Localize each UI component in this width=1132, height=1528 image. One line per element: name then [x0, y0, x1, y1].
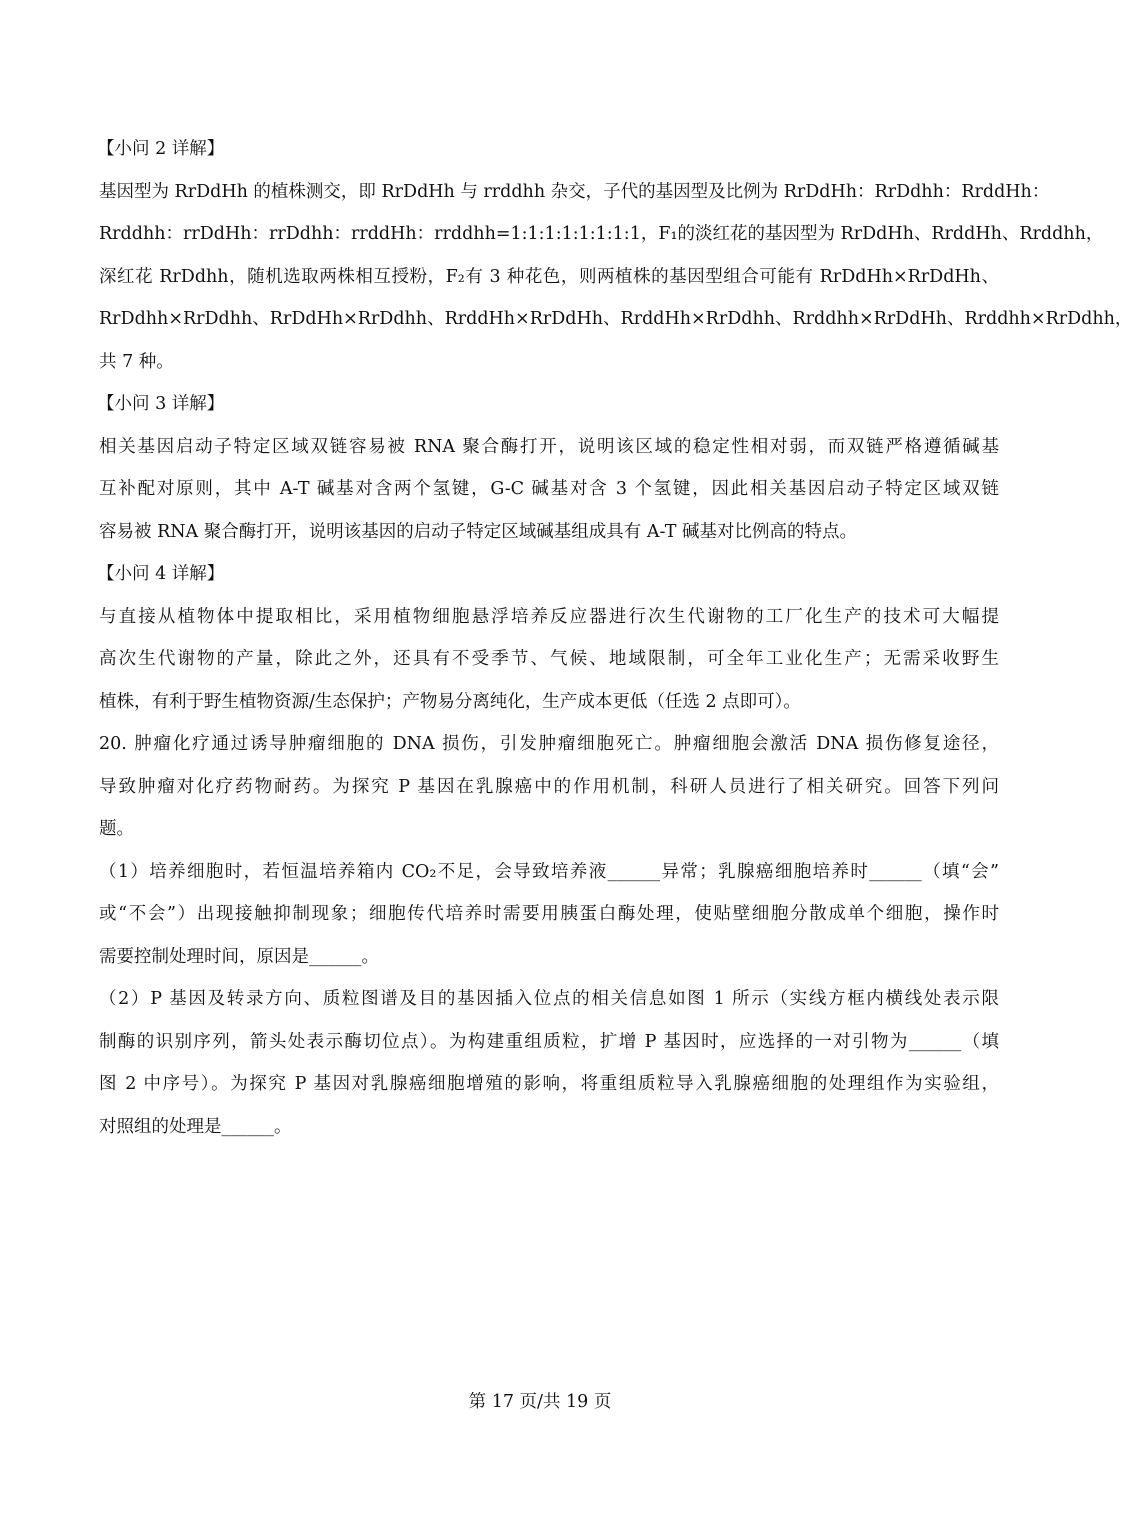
section-heading-q3: 【小问 3 详解】 [97, 394, 225, 414]
question-20-line: 题。 [99, 819, 134, 839]
question-20-part1-line: （1）培养细胞时，若恒温培养箱内 CO₂不足，会导致培养液______异常；乳腺癌细胞培养时______（填“会” [99, 861, 999, 882]
section-heading-q4: 【小问 4 详解】 [97, 564, 225, 584]
question-20-part2-line: 图 2 中序号）。为探究 P 基因对乳腺癌细胞增殖的影响，将重组质粒导入乳腺癌细胞的处理组作为实验组， [99, 1074, 999, 1094]
text-line: 容易被 RNA 聚合酶打开，说明该基因的启动子特定区域碱基组成具有 A-T 碱基对比例高的特点。 [99, 521, 857, 542]
text-line: Rrddhh：rrDdHh：rrDdhh：rrddHh：rrddhh=1:1:1:1:1:1:1:1，F₁的淡红花的基因型为 RrDdHh、RrddHh、Rrddhh， [99, 224, 1104, 244]
question-20-line: 导致肿瘤对化疗药物耐药。为探究 P 基因在乳腺癌中的作用机制，科研人员进行了相关研究。回答下列问 [99, 776, 999, 797]
text-line: 相关基因启动子特定区域双链容易被 RNA 聚合酶打开，说明该区域的稳定性相对弱，而双链严格遵循碱基 [99, 436, 999, 457]
page-content [97, 128, 1132, 1148]
section-heading-q2: 【小问 2 详解】 [97, 139, 225, 159]
question-20-line: 20. 肿瘤化疗通过诱导肿瘤细胞的 DNA 损伤，引发肿瘤细胞死亡。肿瘤细胞会激活 DNA 损伤修复途径， [99, 734, 999, 754]
question-20-part1-line: 需要控制处理时间，原因是______。 [99, 946, 379, 967]
text-line: 基因型为 RrDdHh 的植株测交，即 RrDdHh 与 rrddhh 杂交，子代的基因型及比例为 RrDdHh：RrDdhh：RrddHh： [99, 181, 1050, 202]
question-20-part2-line: 制酶的识别序列，箭头处表示酶切位点）。为构建重组质粒，扩增 P 基因时，应选择的一对引物为______（填 [99, 1031, 999, 1052]
text-line: 互补配对原则，其中 A-T 碱基对含两个氢键，G-C 碱基对含 3 个氢键，因此相关基因启动子特定区域双链 [99, 479, 999, 499]
page-number-footer: 第 17 页/共 19 页 [468, 1392, 612, 1412]
text-line: 共 7 种。 [99, 351, 174, 372]
text-line: 深红花 RrDdhh，随机选取两株相互授粉，F₂有 3 种花色，则两植株的基因型组合可能有 RrDdHh×RrDdHh、 [99, 266, 999, 287]
text-line: 植株，有利于野生植物资源/生态保护；产物易分离纯化，生产成本更低（任选 2 点即可）。 [99, 691, 801, 712]
text-line: RrDdhh×RrDdhh、RrDdHh×RrDdhh、RrddHh×RrDdHh、RrddHh×RrDdhh、Rrddhh×RrDdHh、Rrddhh×RrDdhh， [99, 309, 1132, 329]
text-line: 与直接从植物体中提取相比，采用植物细胞悬浮培养反应器进行次生代谢物的工厂化生产的技术可大幅提 [99, 606, 999, 627]
question-20-part2-line: （2）P 基因及转录方向、质粒图谱及目的基因插入位点的相关信息如图 1 所示（实线方框内横线处表示限 [99, 989, 999, 1009]
question-20-part1-line: 或“不会”）出现接触抑制现象；细胞传代培养时需要用胰蛋白酶处理，使贴壁细胞分散成单个细胞，操作时 [99, 904, 999, 924]
question-20-part2-line: 对照组的处理是______。 [99, 1116, 292, 1137]
text-line: 高次生代谢物的产量，除此之外，还具有不受季节、气候、地域限制，可全年工业化生产；无需采收野生 [99, 649, 999, 669]
